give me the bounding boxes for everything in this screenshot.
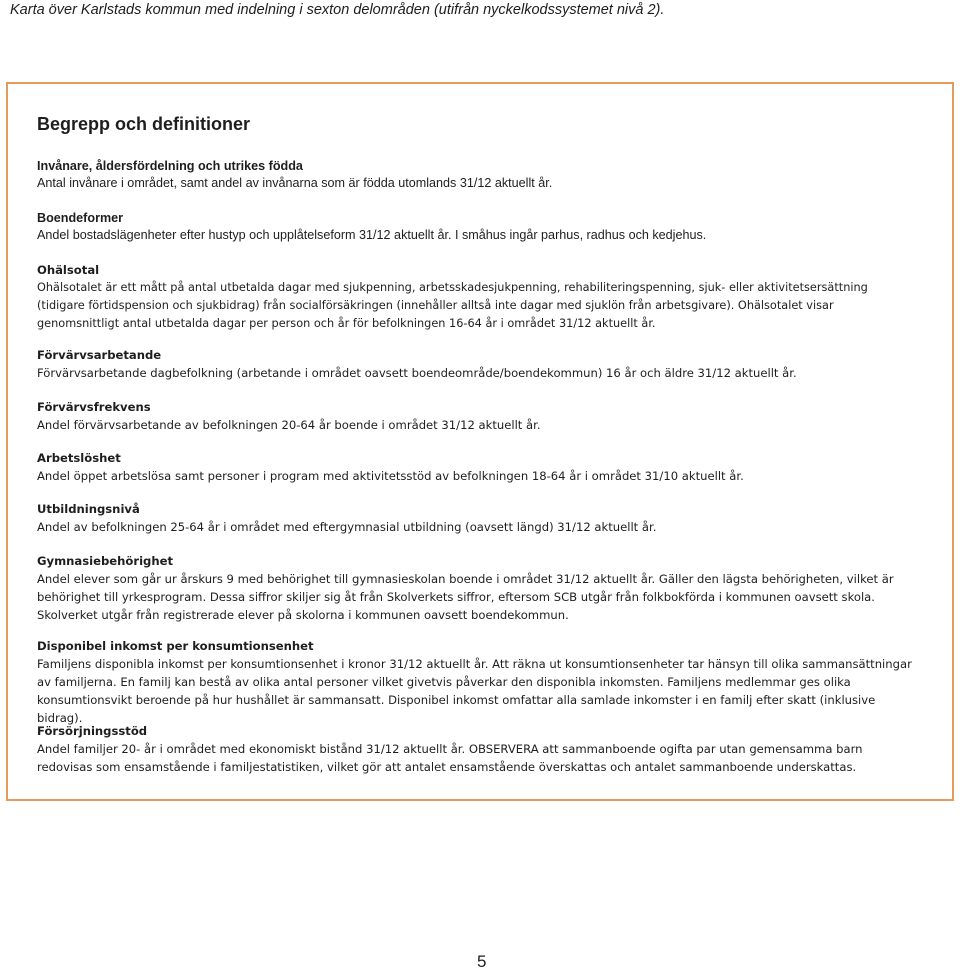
section-body: Andel förvärvsarbetande av befolkningen 20-64 år boende i området 31/12 aktuellt år.	[37, 418, 541, 432]
section-forvarvsfrekvens	[37, 398, 917, 434]
section-gymnasiebehorighet	[37, 552, 917, 624]
section-body: Förvärvsarbetande dagbefolkning (arbetande i området oavsett boendeområde/boendekommun) 16 år och äldre 31/12 aktuellt år.	[37, 366, 797, 380]
section-arbetsloshet	[37, 449, 917, 485]
section-body: Andel bostadslägenheter efter hustyp och upplåtelseform 31/12 aktuellt år. I småhus ingår parhus, radhus och kedjehus.	[37, 228, 707, 242]
section-title: Disponibel inkomst per konsumtionsenhet	[37, 639, 314, 653]
section-body: Familjens disponibla inkomst per konsumtionsenhet i kronor 31/12 aktuellt år. Att räkna ut konsumtionsenheter tar hänsyn till olika sammansättningar av familjerna. En familj kan bestå av olika antal personer vilket givetvis påverkar den disponibla inkomsten. Familjens medlemmar ges olika konsumtionsvikt beroende på hur hushållet är sammansatt. Disponibel inkomst omfattar alla samlade inkomster i en familj efter skatt (inklusive bidrag).	[37, 657, 912, 725]
section-title: Förvärvsarbetande	[37, 348, 162, 362]
section-title: Arbetslöshet	[37, 451, 121, 465]
figure-caption: Karta över Karlstads kommun med indelning i sexton delområden (utifrån nyckelkodssystemet nivå 2).	[10, 2, 665, 18]
section-body: Andel öppet arbetslösa samt personer i program med aktivitetsstöd av befolkningen 18-64 år i området 31/10 aktuellt år.	[37, 469, 744, 483]
section-title: Utbildningsnivå	[37, 502, 140, 516]
section-body: Andel av befolkningen 25-64 år i området med eftergymnasial utbildning (oavsett längd) 31/12 aktuellt år.	[37, 520, 657, 534]
section-ohalsotal	[37, 261, 917, 333]
section-boendeformer	[37, 209, 917, 245]
section-body: Antal invånare i området, samt andel av invånarna som är födda utomlands 31/12 aktuellt år.	[37, 176, 553, 190]
section-invanare	[37, 157, 917, 193]
section-utbildningsniva	[37, 500, 917, 536]
section-title: Boendeformer	[37, 211, 124, 225]
section-title: Gymnasiebehörighet	[37, 554, 174, 568]
section-title: Förvärvsfrekvens	[37, 400, 151, 414]
section-forsorjningsstod	[37, 722, 917, 776]
section-body: Andel elever som går ur årskurs 9 med behörighet till gymnasieskolan boende i området 31/12 aktuellt år. Gäller den lägsta behörigheten, vilket är behörighet till yrkesprogram. Dessa siffror skiljer sig åt från Skolverkets siffror, eftersom SCB utgår från folkbokförda i kommunen oavsett skola. Skolverket utgår från registrerade elever på skolorna i kommunen oavsett boendekommun.	[37, 572, 894, 622]
section-title: Försörjningsstöd	[37, 724, 148, 738]
section-title: Ohälsotal	[37, 263, 100, 277]
section-body: Ohälsotalet är ett mått på antal utbetalda dagar med sjukpenning, arbetsskadesjukpenning, rehabiliteringspenning, sjuk- eller aktivitetsersättning (tidigare förtidspension och sjukbidrag) från socialförsäkringen (innehåller alltså inte dagar med sjuklön från arbetsgivare). Ohälsotalet visar genomsnittligt antal utbetalda dagar per person och år för befolkningen 16-64 år i området 31/12 aktuellt år.	[37, 281, 868, 330]
page-number: 5	[477, 952, 487, 971]
section-disponibel-inkomst	[37, 637, 917, 727]
section-forvarvsarbetande	[37, 346, 917, 382]
section-body: Andel familjer 20- år i området med ekonomiskt bistånd 31/12 aktuellt år. OBSERVERA att sammanboende ogifta par utan gemensamma barn redovisas som ensamstående i familjestatistiken, vilket gör att antalet ensamstående överskattas och antalet sammanboende underskattas.	[37, 742, 863, 774]
page-title: Begrepp och definitioner	[37, 114, 251, 134]
section-title: Invånare, åldersfördelning och utrikes födda	[37, 159, 303, 173]
